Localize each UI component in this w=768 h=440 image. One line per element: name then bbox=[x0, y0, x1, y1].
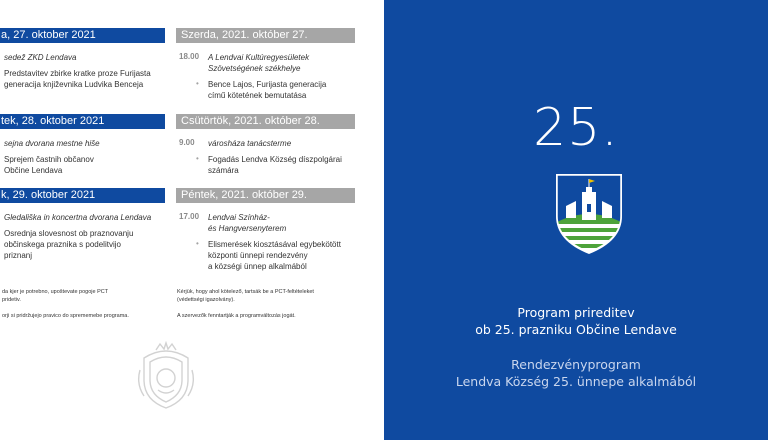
slovene-venue-1: sedež ZKD Lendava bbox=[4, 53, 77, 62]
slovene-desc-3b: občinskega praznika s podelitvijo bbox=[4, 240, 121, 249]
bullet-icon: • bbox=[196, 79, 199, 88]
hungarian-day-header-2: Csütörtök, 2021. október 28. bbox=[176, 114, 355, 129]
hungarian-desc-3c: a községi ünnep alkalmából bbox=[208, 262, 307, 271]
municipal-seal-icon bbox=[134, 340, 198, 412]
hungarian-desc-3b: központi ünnepi rendezvény bbox=[208, 251, 308, 260]
slovene-venue-3: Gledališka in koncertna dvorana Lendava bbox=[4, 213, 152, 222]
anniversary-number: 25. bbox=[533, 98, 619, 158]
hungarian-desc-3a: Elismerések kiosztásával egybekötött bbox=[208, 240, 341, 249]
hungarian-note-2: (védettségi igazolvány). bbox=[177, 297, 235, 303]
hungarian-venue-3a: Lendvai Színház- bbox=[208, 213, 270, 222]
municipal-coat-of-arms-icon bbox=[552, 170, 626, 256]
hungarian-venue-2: városháza tanácsterme bbox=[208, 139, 292, 148]
hungarian-time-1: 18.00 bbox=[179, 52, 200, 61]
hungarian-desc-1b: című kötetének bemutatása bbox=[208, 91, 307, 100]
hungarian-time-2: 9.00 bbox=[179, 138, 195, 147]
hungarian-venue-1b: Szövetségének székhelye bbox=[208, 64, 301, 73]
slovene-note-2: pridetiv. bbox=[2, 297, 21, 303]
hungarian-note-1: Kérjük, hogy ahol kötelező, tartsák be a PCT-feltételeket bbox=[177, 289, 314, 295]
hungarian-note-3: A szervezők fenntartják a programváltozás jogát. bbox=[177, 313, 296, 319]
slovene-day-header-2: tek, 28. oktober 2021 bbox=[0, 114, 165, 129]
slovene-note-1: da kjer je potrebno, upoštevate pogoje PCT bbox=[2, 289, 109, 295]
hungarian-venue-3b: és Hangversenyterem bbox=[208, 224, 287, 233]
bullet-icon: • bbox=[196, 154, 199, 163]
slovene-desc-1a: Predstavitev zbirke kratke proze Furijasta bbox=[4, 69, 151, 78]
hungarian-desc-2a: Fogadás Lendva Község díszpolgárai bbox=[208, 155, 342, 164]
title-hungarian-line-1: Rendezvényprogram bbox=[511, 357, 641, 372]
cover-panel bbox=[384, 0, 768, 440]
bullet-icon: • bbox=[196, 239, 199, 248]
slovene-day-header-1: a, 27. oktober 2021 bbox=[0, 28, 165, 43]
hungarian-day-header-3: Péntek, 2021. október 29. bbox=[176, 188, 355, 203]
title-hungarian-line-2: Lendva Község 25. ünnepe alkalmából bbox=[455, 374, 697, 389]
slovene-desc-2a: Sprejem častnih občanov bbox=[4, 155, 94, 164]
hungarian-time-3: 17.00 bbox=[179, 212, 200, 221]
title-slovene-line-1: Program prireditev bbox=[517, 305, 635, 320]
hungarian-desc-2b: számára bbox=[208, 166, 239, 175]
hungarian-day-header-1: Szerda, 2021. október 27. bbox=[176, 28, 355, 43]
slovene-day-header-3: k, 29. oktober 2021 bbox=[0, 188, 165, 203]
slovene-desc-3a: Osrednja slovesnost ob praznovanju bbox=[4, 229, 134, 238]
slovene-desc-3c: priznanj bbox=[4, 251, 33, 260]
title-slovene-line-2: ob 25. prazniku Občine Lendave bbox=[475, 322, 677, 337]
slovene-venue-2: sejna dvorana mestne hiše bbox=[4, 139, 100, 148]
hungarian-desc-1a: Bence Lajos, Furijasta generacija bbox=[208, 80, 327, 89]
slovene-desc-2b: Občine Lendava bbox=[4, 166, 63, 175]
slovene-note-3: orji si pridržujejo pravico do sprememebe programa. bbox=[2, 313, 129, 319]
hungarian-venue-1a: A Lendvai Kultúregyesületek bbox=[208, 53, 310, 62]
slovene-desc-1b: generacija književnika Ludvika Benceja bbox=[4, 80, 144, 89]
